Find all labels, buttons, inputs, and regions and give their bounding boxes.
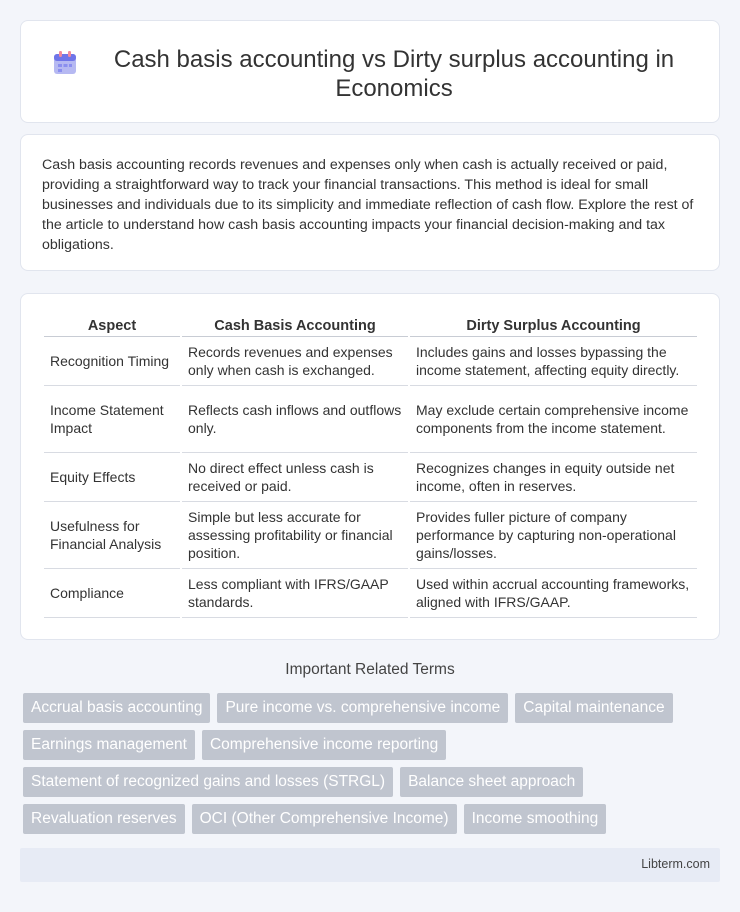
header-cash-basis: Cash Basis Accounting xyxy=(182,313,408,337)
table-cell: No direct effect unless cash is received or paid. xyxy=(182,453,408,502)
related-term-tag[interactable]: Pure income vs. comprehensive income xyxy=(217,693,508,723)
intro-card xyxy=(20,134,720,271)
intro-paragraph: Cash basis accounting records revenues and expenses only when cash is actually received or paid, providing a straightforward way to track your financial transactions. This method is ideal for small businesses and individuals due to its simplicity and immediate reflection of cash flow. Explore the rest of the article to understand how cash basis accounting impacts your financial decision-making and tax obligations. xyxy=(42,157,694,253)
calendar-icon xyxy=(51,49,79,77)
related-term-tag[interactable]: Earnings management xyxy=(23,730,195,760)
related-term-tag[interactable]: Revaluation reserves xyxy=(23,804,185,834)
table-cell: Recognition Timing xyxy=(44,337,180,386)
table-cell: May exclude certain comprehensive income components from the income statement. xyxy=(410,386,697,453)
header-aspect: Aspect xyxy=(44,313,180,337)
table-cell: Reflects cash inflows and outflows only. xyxy=(182,386,408,453)
footer-site-link[interactable]: Libterm.com xyxy=(641,857,710,871)
table-row xyxy=(44,453,697,502)
footer xyxy=(20,848,720,882)
table-cell: Recognizes changes in equity outside net income, often in reserves. xyxy=(410,453,697,502)
related-term-tag[interactable]: OCI (Other Comprehensive Income) xyxy=(192,804,457,834)
table-row xyxy=(44,386,697,453)
table-cell: Used within accrual accounting frameworks, aligned with IFRS/GAAP. xyxy=(410,569,697,618)
table-row xyxy=(44,502,697,569)
related-term-tag[interactable]: Accrual basis accounting xyxy=(23,693,210,723)
related-terms-list xyxy=(23,693,723,834)
table-row xyxy=(44,569,697,618)
table-cell: Less compliant with IFRS/GAAP standards. xyxy=(182,569,408,618)
related-terms-title: Important Related Terms xyxy=(285,661,455,678)
related-term-tag[interactable]: Statement of recognized gains and losses (STRGL) xyxy=(23,767,393,797)
title-card xyxy=(20,20,720,123)
related-term-tag[interactable]: Income smoothing xyxy=(464,804,607,834)
table-cell: Includes gains and losses bypassing the income statement, affecting equity directly. xyxy=(410,337,697,386)
related-term-tag[interactable]: Balance sheet approach xyxy=(400,767,583,797)
table-cell: Records revenues and expenses only when cash is exchanged. xyxy=(182,337,408,386)
table-cell: Usefulness for Financial Analysis xyxy=(44,502,180,569)
page-title: Cash basis accounting vs Dirty surplus accounting in Economics xyxy=(113,46,675,102)
comparison-table-card xyxy=(20,293,720,640)
related-term-tag[interactable]: Comprehensive income reporting xyxy=(202,730,446,760)
table-cell: Provides fuller picture of company performance by capturing non-operational gains/losses. xyxy=(410,502,697,569)
comparison-table xyxy=(42,313,699,618)
table-header-row xyxy=(44,313,697,337)
table-cell: Simple but less accurate for assessing profitability or financial position. xyxy=(182,502,408,569)
table-cell: Income Statement Impact xyxy=(44,386,180,453)
table-cell: Equity Effects xyxy=(44,453,180,502)
related-term-tag[interactable]: Capital maintenance xyxy=(515,693,672,723)
table-cell: Compliance xyxy=(44,569,180,618)
header-dirty-surplus: Dirty Surplus Accounting xyxy=(410,313,697,337)
table-row xyxy=(44,337,697,386)
